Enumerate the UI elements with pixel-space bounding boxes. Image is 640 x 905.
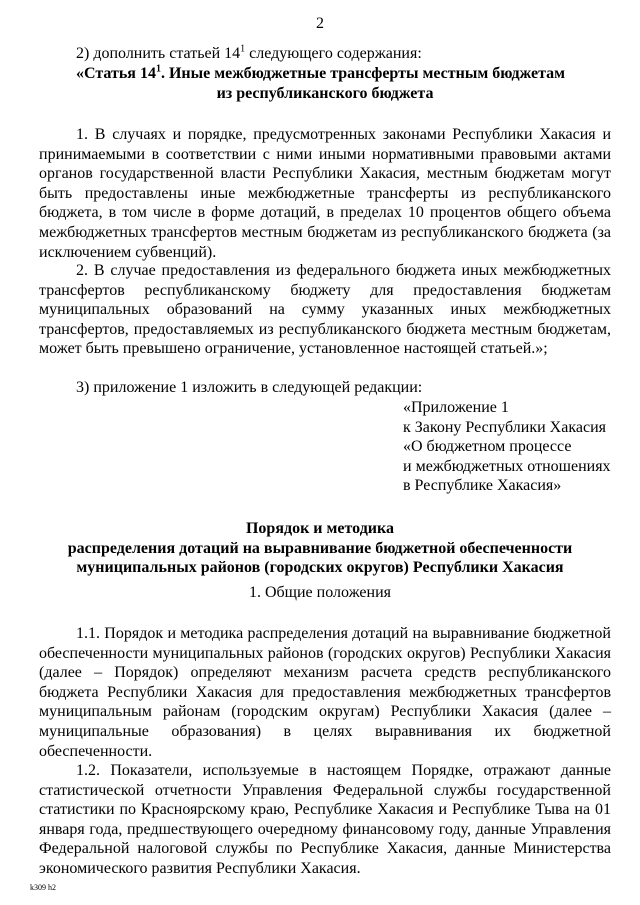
heading-line: Порядок и методика (245, 520, 394, 537)
item2-tail: следующего содержания: (245, 45, 422, 62)
appendix-line: «О бюджетном процессе (403, 438, 572, 456)
article-superscript: 1 (155, 63, 161, 75)
appendix-line: к Закону Республики Хакасия (403, 418, 606, 436)
article-title-post: . Иные межбюджетные трансферты местным бюджетам (160, 65, 566, 82)
appendix-line: «Приложение 1 (403, 399, 509, 416)
footer-code: k309 h2 (30, 883, 56, 892)
page-number: 2 (316, 15, 324, 32)
heading-line: распределения дотаций на выравнивание бюджетной обеспеченности (67, 539, 573, 557)
amendment-item-3: 3) приложение 1 изложить в следующей редакции: (76, 379, 423, 396)
appendix-line: в Республике Хакасия» (403, 477, 562, 495)
heading-line: муниципальных районов (городских округов) Республики Хакасия (76, 559, 564, 577)
section-title: 1. Общие положения (248, 584, 392, 601)
paragraph-1-1: 1.1. Порядок и методика распределения дотаций на выравнивание бюджетной обеспеченности муниципальных районов (городских округов) Республики Хакасия (далее – Порядок) определяют механизм расчета средств республиканского бюджета Республики Хакасия для предоставления межбюджетных трансфертов муниципальным районам (городским округам) Республики Хакасия (далее – муниципальные образования) в целях выравнивания их бюджетной обеспеченности. (39, 625, 611, 760)
item2-text: 2) дополнить статьей 14 (76, 45, 241, 62)
appendix-line: и межбюджетных отношениях (403, 457, 611, 475)
article-title-line2: из республиканского бюджета (216, 85, 434, 102)
appendix-reference (403, 398, 633, 496)
amendment-item-2 (39, 44, 611, 64)
article-title-line1 (39, 64, 611, 84)
item2-superscript: 1 (240, 43, 246, 55)
article-paragraph-1: 1. В случаях и порядке, предусмотренных законами Республики Хакасия и принимаемыми в соответствии с ними иными нормативными правовыми актами органов государственной власти Республики Хакасия, местным бюджетам могут быть предоставлены иные межбюджетные трансферты из республиканского бюджета, в том числе в форме дотаций, в пределах 10 процентов общего объема межбюджетных трансфертов местным бюджетам из республиканского бюджета (за исключением субвенций). (39, 126, 611, 261)
article-title-pre: «Статья 14 (76, 65, 156, 82)
document-heading (0, 519, 640, 578)
paragraph-1-2: 1.2. Показатели, используемые в настоящем Порядке, отражают данные статистической отчетности Управления Федеральной службы государственной статистики по Красноярскому краю, Республике Хакасия и Республике Тыва на 01 января года, предшествующего очередному финансовому году, данные Управления Федеральной налоговой службы по Республике Хакасия, данные Министерства экономического развития Республики Хакасия. (39, 762, 611, 877)
article-paragraph-2: 2. В случае предоставления из федерального бюджета иных межбюджетных трансфертов республиканскому бюджету для предоставления бюджетам муниципальных образований на сумму указанных иных межбюджетных трансфертов, предоставляемых из республиканского бюджета местным бюджетам, может быть превышено ограничение, установленное настоящей статьей.»; (39, 262, 611, 358)
